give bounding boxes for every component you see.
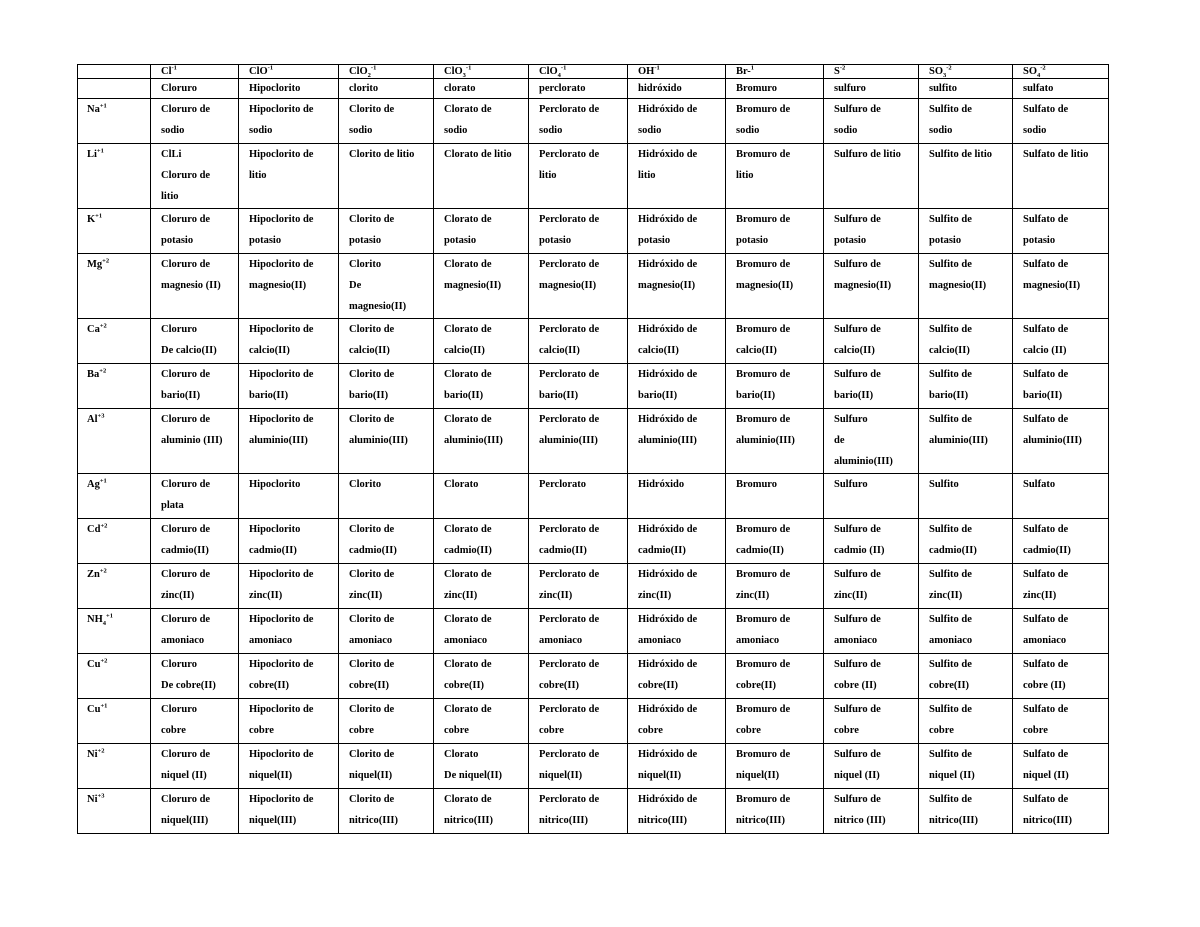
ion-symbol: Mg	[87, 259, 103, 270]
compound-name-cell: Clorato de cobre(II)	[434, 654, 529, 699]
blank-cell	[78, 79, 151, 99]
compound-name-cell: Cloruro de potasio	[151, 209, 239, 254]
compound-name-cell: Hidróxido	[628, 474, 726, 519]
ion-charge: +1	[99, 102, 107, 110]
ion-symbol: Cl	[161, 66, 172, 77]
anion-name-cell: Bromuro	[726, 79, 824, 99]
compound-name-cell: Clorato De niquel(II)	[434, 744, 529, 789]
ion-charge: +1	[95, 212, 103, 220]
cation-formula-cell	[78, 409, 151, 474]
compound-name-cell: Clorato de cadmio(II)	[434, 519, 529, 564]
table-row	[78, 654, 1109, 699]
table-row	[78, 254, 1109, 319]
compound-name-cell: Clorito De magnesio(II)	[339, 254, 434, 319]
compound-name-cell: Clorato de amoniaco	[434, 609, 529, 654]
compound-name-cell: Perclorato de magnesio(II)	[529, 254, 628, 319]
compound-name-cell: Clorito de niquel(II)	[339, 744, 434, 789]
table-row	[78, 474, 1109, 519]
compound-name-cell: Perclorato de zinc(II)	[529, 564, 628, 609]
ion-subscript: 4	[1037, 72, 1041, 79]
compound-name-cell: Sulfuro de magnesio(II)	[824, 254, 919, 319]
ion-symbol: Ni	[87, 749, 98, 760]
table-row	[78, 99, 1109, 144]
compound-name-cell: Sulfato de amoniaco	[1013, 609, 1109, 654]
compound-name-cell: Clorato de nitrico(III)	[434, 789, 529, 834]
compound-name-cell: Hidróxido de magnesio(II)	[628, 254, 726, 319]
ion-charge: +1	[99, 477, 107, 485]
table-row	[78, 319, 1109, 364]
ion-charge: -1	[465, 64, 472, 72]
ion-charge: +2	[99, 567, 107, 575]
compound-name-cell: Clorato de zinc(II)	[434, 564, 529, 609]
anion-formula-cell	[239, 65, 339, 79]
ion-charge: +1	[96, 147, 104, 155]
compound-name-cell: Clorato de litio	[434, 144, 529, 209]
compound-name-cell: Clorito de nitrico(III)	[339, 789, 434, 834]
ion-symbol: Li	[87, 149, 97, 160]
cation-formula-cell	[78, 519, 151, 564]
compound-name-cell: Hipoclorito	[239, 474, 339, 519]
ion-symbol: Al	[87, 414, 98, 425]
anion-name-cell: Cloruro	[151, 79, 239, 99]
cation-formula-cell	[78, 654, 151, 699]
compound-name-cell: Bromuro de nitrico(III)	[726, 789, 824, 834]
ion-symbol: Ba	[87, 369, 100, 380]
compound-name-cell: Clorito de cadmio(II)	[339, 519, 434, 564]
compound-name-cell: Sulfato de calcio (II)	[1013, 319, 1109, 364]
compound-name-cell: Hipoclorito de cobre	[239, 699, 339, 744]
cation-formula-cell	[78, 254, 151, 319]
compound-name-cell: Sulfuro de bario(II)	[824, 364, 919, 409]
ion-charge: -1	[370, 64, 377, 72]
compound-name-cell: Sulfato de cadmio(II)	[1013, 519, 1109, 564]
compound-name-cell: Hipoclorito de potasio	[239, 209, 339, 254]
compound-name-cell: Bromuro de bario(II)	[726, 364, 824, 409]
ion-symbol: S	[834, 66, 840, 77]
cation-formula-cell	[78, 319, 151, 364]
compound-name-cell: Sulfito de potasio	[919, 209, 1013, 254]
compound-name-cell: Hipoclorito de calcio(II)	[239, 319, 339, 364]
ion-symbol: Ag	[87, 479, 100, 490]
compound-name-cell: Sulfito de niquel (II)	[919, 744, 1013, 789]
compound-name-cell: Clorato	[434, 474, 529, 519]
compound-name-cell: Sulfuro de aluminio(III)	[824, 409, 919, 474]
compound-name-cell: Sulfato de niquel (II)	[1013, 744, 1109, 789]
ion-charge: +3	[97, 412, 105, 420]
ion-charge: +1	[106, 612, 113, 620]
cation-formula-cell	[78, 144, 151, 209]
ion-symbol: Cu	[87, 659, 101, 670]
ion-charge: +3	[97, 792, 105, 800]
table-row	[78, 364, 1109, 409]
compound-name-cell: Hipoclorito de zinc(II)	[239, 564, 339, 609]
anion-formula-cell	[726, 65, 824, 79]
compound-name-cell: Cloruro De cobre(II)	[151, 654, 239, 699]
ion-charge: 1	[750, 64, 755, 72]
compound-name-cell: Sulfito de calcio(II)	[919, 319, 1013, 364]
compound-name-cell: Sulfito	[919, 474, 1013, 519]
table-row	[78, 209, 1109, 254]
compound-name-cell: Sulfuro de cadmio (II)	[824, 519, 919, 564]
anion-name-cell: hidróxido	[628, 79, 726, 99]
compound-name-cell: Hidróxido de nitrico(III)	[628, 789, 726, 834]
cation-formula-cell	[78, 209, 151, 254]
anion-name-cell: Hipoclorito	[239, 79, 339, 99]
ion-symbol: SO	[929, 66, 944, 77]
anion-name-cell: perclorato	[529, 79, 628, 99]
cation-formula-cell	[78, 609, 151, 654]
compound-name-cell: Bromuro de potasio	[726, 209, 824, 254]
anion-formula-cell	[434, 65, 529, 79]
compound-name-cell: Hidróxido de cadmio(II)	[628, 519, 726, 564]
compound-name-cell: Perclorato	[529, 474, 628, 519]
compound-name-cell: Hidróxido de potasio	[628, 209, 726, 254]
anion-name-cell: sulfuro	[824, 79, 919, 99]
ion-symbol: Zn	[87, 569, 100, 580]
compound-name-cell: Clorito de sodio	[339, 99, 434, 144]
compound-name-cell: Hidróxido de cobre	[628, 699, 726, 744]
compound-name-cell: Cloruro de cadmio(II)	[151, 519, 239, 564]
compound-name-cell: Sulfito de aluminio(III)	[919, 409, 1013, 474]
ion-charge: +2	[99, 367, 107, 375]
compound-name-cell: Bromuro de magnesio(II)	[726, 254, 824, 319]
nomenclature-table	[77, 64, 1109, 834]
compound-name-cell: Hidróxido de litio	[628, 144, 726, 209]
ion-symbol: Ca	[87, 324, 100, 335]
ion-symbol: Br-	[736, 66, 751, 77]
compound-name-cell: Clorato de cobre	[434, 699, 529, 744]
compound-name-cell: Sulfito de zinc(II)	[919, 564, 1013, 609]
compound-name-cell: Perclorato de bario(II)	[529, 364, 628, 409]
ion-subscript: 3	[943, 72, 947, 79]
table-row	[78, 564, 1109, 609]
ion-charge: +2	[99, 322, 107, 330]
compound-name-cell: Perclorato de cobre	[529, 699, 628, 744]
cation-formula-cell	[78, 99, 151, 144]
ion-symbol: Ni	[87, 794, 98, 805]
ion-symbol: SO	[1023, 66, 1038, 77]
compound-name-cell: Hidróxido de amoniaco	[628, 609, 726, 654]
compound-name-cell: Bromuro de cobre	[726, 699, 824, 744]
ion-symbol: Cd	[87, 524, 101, 535]
compound-name-cell: Hipoclorito de magnesio(II)	[239, 254, 339, 319]
compound-name-cell: Sulfito de magnesio(II)	[919, 254, 1013, 319]
compound-name-cell: Clorito de calcio(II)	[339, 319, 434, 364]
compound-name-cell: Sulfito de cobre	[919, 699, 1013, 744]
compound-name-cell: Clorito	[339, 474, 434, 519]
compound-name-cell: Clorito de amoniaco	[339, 609, 434, 654]
ion-subscript: 3	[462, 72, 466, 79]
compound-name-cell: Sulfito de cobre(II)	[919, 654, 1013, 699]
ion-charge: +2	[100, 657, 108, 665]
compound-name-cell: Sulfato de cobre (II)	[1013, 654, 1109, 699]
compound-name-cell: Perclorato de cobre(II)	[529, 654, 628, 699]
corner-cell	[78, 65, 151, 79]
compound-name-cell: Hipoclorito de aluminio(III)	[239, 409, 339, 474]
compound-name-cell: Hipoclorito de niquel(II)	[239, 744, 339, 789]
compound-name-cell: Clorato de magnesio(II)	[434, 254, 529, 319]
cation-formula-cell	[78, 474, 151, 519]
compound-name-cell: Sulfito de litio	[919, 144, 1013, 209]
compound-name-cell: Cloruro de zinc(II)	[151, 564, 239, 609]
ion-subscript: 4	[557, 72, 561, 79]
compound-name-cell: Sulfato de potasio	[1013, 209, 1109, 254]
compound-name-cell: Hipoclorito de bario(II)	[239, 364, 339, 409]
compound-name-cell: Bromuro de cobre(II)	[726, 654, 824, 699]
compound-name-cell: Sulfuro de amoniaco	[824, 609, 919, 654]
compound-name-cell: Clorito de cobre(II)	[339, 654, 434, 699]
compound-name-cell: Hidróxido de zinc(II)	[628, 564, 726, 609]
anion-formula-cell	[1013, 65, 1109, 79]
ion-symbol: ClO	[539, 66, 558, 77]
compound-name-cell: Clorito de zinc(II)	[339, 564, 434, 609]
compound-name-cell: Sulfito de nitrico(III)	[919, 789, 1013, 834]
table-row	[78, 789, 1109, 834]
anion-formula-row	[78, 65, 1109, 79]
ion-charge: +2	[97, 747, 105, 755]
compound-name-cell: Cloruro de aluminio (III)	[151, 409, 239, 474]
compound-name-cell: Sulfuro de nitrico (III)	[824, 789, 919, 834]
table-row	[78, 409, 1109, 474]
compound-name-cell: Sulfato de magnesio(II)	[1013, 254, 1109, 319]
ion-subscript: 4	[102, 620, 106, 628]
compound-name-cell: Cloruro de plata	[151, 474, 239, 519]
anion-name-cell: clorito	[339, 79, 434, 99]
compound-name-cell: Cloruro de sodio	[151, 99, 239, 144]
compound-name-cell: Perclorato de amoniaco	[529, 609, 628, 654]
ion-charge: +2	[102, 257, 110, 265]
compound-name-cell: Cloruro de magnesio (II)	[151, 254, 239, 319]
anion-name-cell: clorato	[434, 79, 529, 99]
table-row	[78, 609, 1109, 654]
compound-name-cell: Hipoclorito de sodio	[239, 99, 339, 144]
compound-name-cell: Hidróxido de cobre(II)	[628, 654, 726, 699]
compound-name-cell: Bromuro de niquel(II)	[726, 744, 824, 789]
anion-formula-cell	[919, 65, 1013, 79]
compound-name-cell: Hidróxido de aluminio(III)	[628, 409, 726, 474]
compound-name-cell: Cloruro De calcio(II)	[151, 319, 239, 364]
compound-name-cell: Bromuro de aluminio(III)	[726, 409, 824, 474]
compound-name-cell: Clorato de sodio	[434, 99, 529, 144]
compound-name-cell: Sulfito de sodio	[919, 99, 1013, 144]
compound-name-cell: Perclorato de calcio(II)	[529, 319, 628, 364]
compound-name-cell: Sulfuro de cobre	[824, 699, 919, 744]
compound-name-cell: Sulfuro de cobre (II)	[824, 654, 919, 699]
compound-name-cell: Sulfito de cadmio(II)	[919, 519, 1013, 564]
compound-name-cell: Sulfuro de sodio	[824, 99, 919, 144]
compound-name-cell: Sulfato de litio	[1013, 144, 1109, 209]
compound-name-cell: Perclorato de niquel(II)	[529, 744, 628, 789]
compound-name-cell: Sulfuro de zinc(II)	[824, 564, 919, 609]
anion-formula-cell	[339, 65, 434, 79]
compound-name-cell: Clorato de calcio(II)	[434, 319, 529, 364]
compound-name-cell: Cloruro de niquel(III)	[151, 789, 239, 834]
ion-charge: -1	[171, 64, 177, 72]
compound-name-cell: Hidróxido de calcio(II)	[628, 319, 726, 364]
table-body	[78, 65, 1109, 834]
compound-name-cell: Hipoclorito de niquel(III)	[239, 789, 339, 834]
table-row	[78, 744, 1109, 789]
anion-formula-cell	[628, 65, 726, 79]
ion-charge: -2	[839, 64, 846, 72]
compound-name-cell: Sulfuro de niquel (II)	[824, 744, 919, 789]
compound-name-cell: Clorito de cobre	[339, 699, 434, 744]
compound-name-cell: Perclorato de litio	[529, 144, 628, 209]
ion-charge: +2	[100, 522, 108, 530]
compound-name-cell: Perclorato de cadmio(II)	[529, 519, 628, 564]
compound-name-cell: Clorito de litio	[339, 144, 434, 209]
compound-name-cell: Bromuro de calcio(II)	[726, 319, 824, 364]
ion-charge: +1	[100, 702, 108, 710]
anion-formula-cell	[151, 65, 239, 79]
compound-name-cell: Hidróxido de niquel(II)	[628, 744, 726, 789]
ion-symbol: K	[87, 214, 96, 225]
compound-name-cell: Perclorato de nitrico(III)	[529, 789, 628, 834]
ion-symbol: OH	[638, 66, 655, 77]
compound-name-cell: Hipoclorito cadmio(II)	[239, 519, 339, 564]
table-row	[78, 699, 1109, 744]
compound-name-cell: Sulfato de sodio	[1013, 99, 1109, 144]
ion-symbol: NH	[87, 614, 103, 625]
compound-name-cell: Sulfato	[1013, 474, 1109, 519]
ion-charge: -1	[267, 64, 274, 72]
anion-name-cell: sulfito	[919, 79, 1013, 99]
compound-name-cell: Hidróxido de sodio	[628, 99, 726, 144]
compound-name-cell: Bromuro de zinc(II)	[726, 564, 824, 609]
ion-charge: -1	[654, 64, 660, 72]
ion-subscript: 2	[367, 72, 371, 79]
ion-symbol: ClO	[349, 66, 368, 77]
anion-name-cell: sulfato	[1013, 79, 1109, 99]
compound-name-cell: Hidróxido de bario(II)	[628, 364, 726, 409]
compound-name-cell: Sulfato de nitrico(III)	[1013, 789, 1109, 834]
cation-formula-cell	[78, 699, 151, 744]
compound-name-cell: Sulfuro de calcio(II)	[824, 319, 919, 364]
anion-formula-cell	[824, 65, 919, 79]
compound-name-cell: Bromuro de sodio	[726, 99, 824, 144]
compound-name-cell: Hipoclorito de amoniaco	[239, 609, 339, 654]
ion-charge: -2	[1040, 64, 1046, 72]
compound-name-cell: Sulfuro	[824, 474, 919, 519]
anion-name-row	[78, 79, 1109, 99]
compound-name-cell: Cloruro de niquel (II)	[151, 744, 239, 789]
cation-formula-cell	[78, 364, 151, 409]
compound-name-cell: Sulfuro de litio	[824, 144, 919, 209]
compound-name-cell: Clorato de potasio	[434, 209, 529, 254]
compound-name-cell: Sulfuro de potasio	[824, 209, 919, 254]
compound-name-cell: Clorito de aluminio(III)	[339, 409, 434, 474]
ion-charge: -1	[560, 64, 567, 72]
compound-name-cell: Hipoclorito de cobre(II)	[239, 654, 339, 699]
anion-formula-cell	[529, 65, 628, 79]
compound-name-cell: Perclorato de potasio	[529, 209, 628, 254]
compound-name-cell: ClLi Cloruro de litio	[151, 144, 239, 209]
compound-name-cell: Clorato de aluminio(III)	[434, 409, 529, 474]
compound-name-cell: Bromuro	[726, 474, 824, 519]
ion-symbol: ClO	[249, 66, 268, 77]
compound-name-cell: Hipoclorito de litio	[239, 144, 339, 209]
table-row	[78, 144, 1109, 209]
compound-name-cell: Sulfito de amoniaco	[919, 609, 1013, 654]
compound-name-cell: Sulfato de zinc(II)	[1013, 564, 1109, 609]
ion-symbol: Na	[87, 104, 100, 115]
ion-symbol: Cu	[87, 704, 101, 715]
ion-symbol: ClO	[444, 66, 463, 77]
compound-name-cell: Cloruro de bario(II)	[151, 364, 239, 409]
compound-name-cell: Bromuro de litio	[726, 144, 824, 209]
compound-name-cell: Sulfato de aluminio(III)	[1013, 409, 1109, 474]
cation-formula-cell	[78, 564, 151, 609]
table-row	[78, 519, 1109, 564]
compound-name-cell: Bromuro de amoniaco	[726, 609, 824, 654]
compound-name-cell: Sulfito de bario(II)	[919, 364, 1013, 409]
compound-name-cell: Bromuro de cadmio(II)	[726, 519, 824, 564]
compound-name-cell: Perclorato de sodio	[529, 99, 628, 144]
compound-name-cell: Sulfato de bario(II)	[1013, 364, 1109, 409]
compound-name-cell: Clorito de bario(II)	[339, 364, 434, 409]
cation-formula-cell	[78, 789, 151, 834]
compound-name-cell: Perclorato de aluminio(III)	[529, 409, 628, 474]
compound-name-cell: Sulfato de cobre	[1013, 699, 1109, 744]
ion-charge: -2	[946, 64, 952, 72]
cation-formula-cell	[78, 744, 151, 789]
compound-name-cell: Clorato de bario(II)	[434, 364, 529, 409]
compound-name-cell: Cloruro cobre	[151, 699, 239, 744]
compound-name-cell: Clorito de potasio	[339, 209, 434, 254]
compound-name-cell: Cloruro de amoniaco	[151, 609, 239, 654]
